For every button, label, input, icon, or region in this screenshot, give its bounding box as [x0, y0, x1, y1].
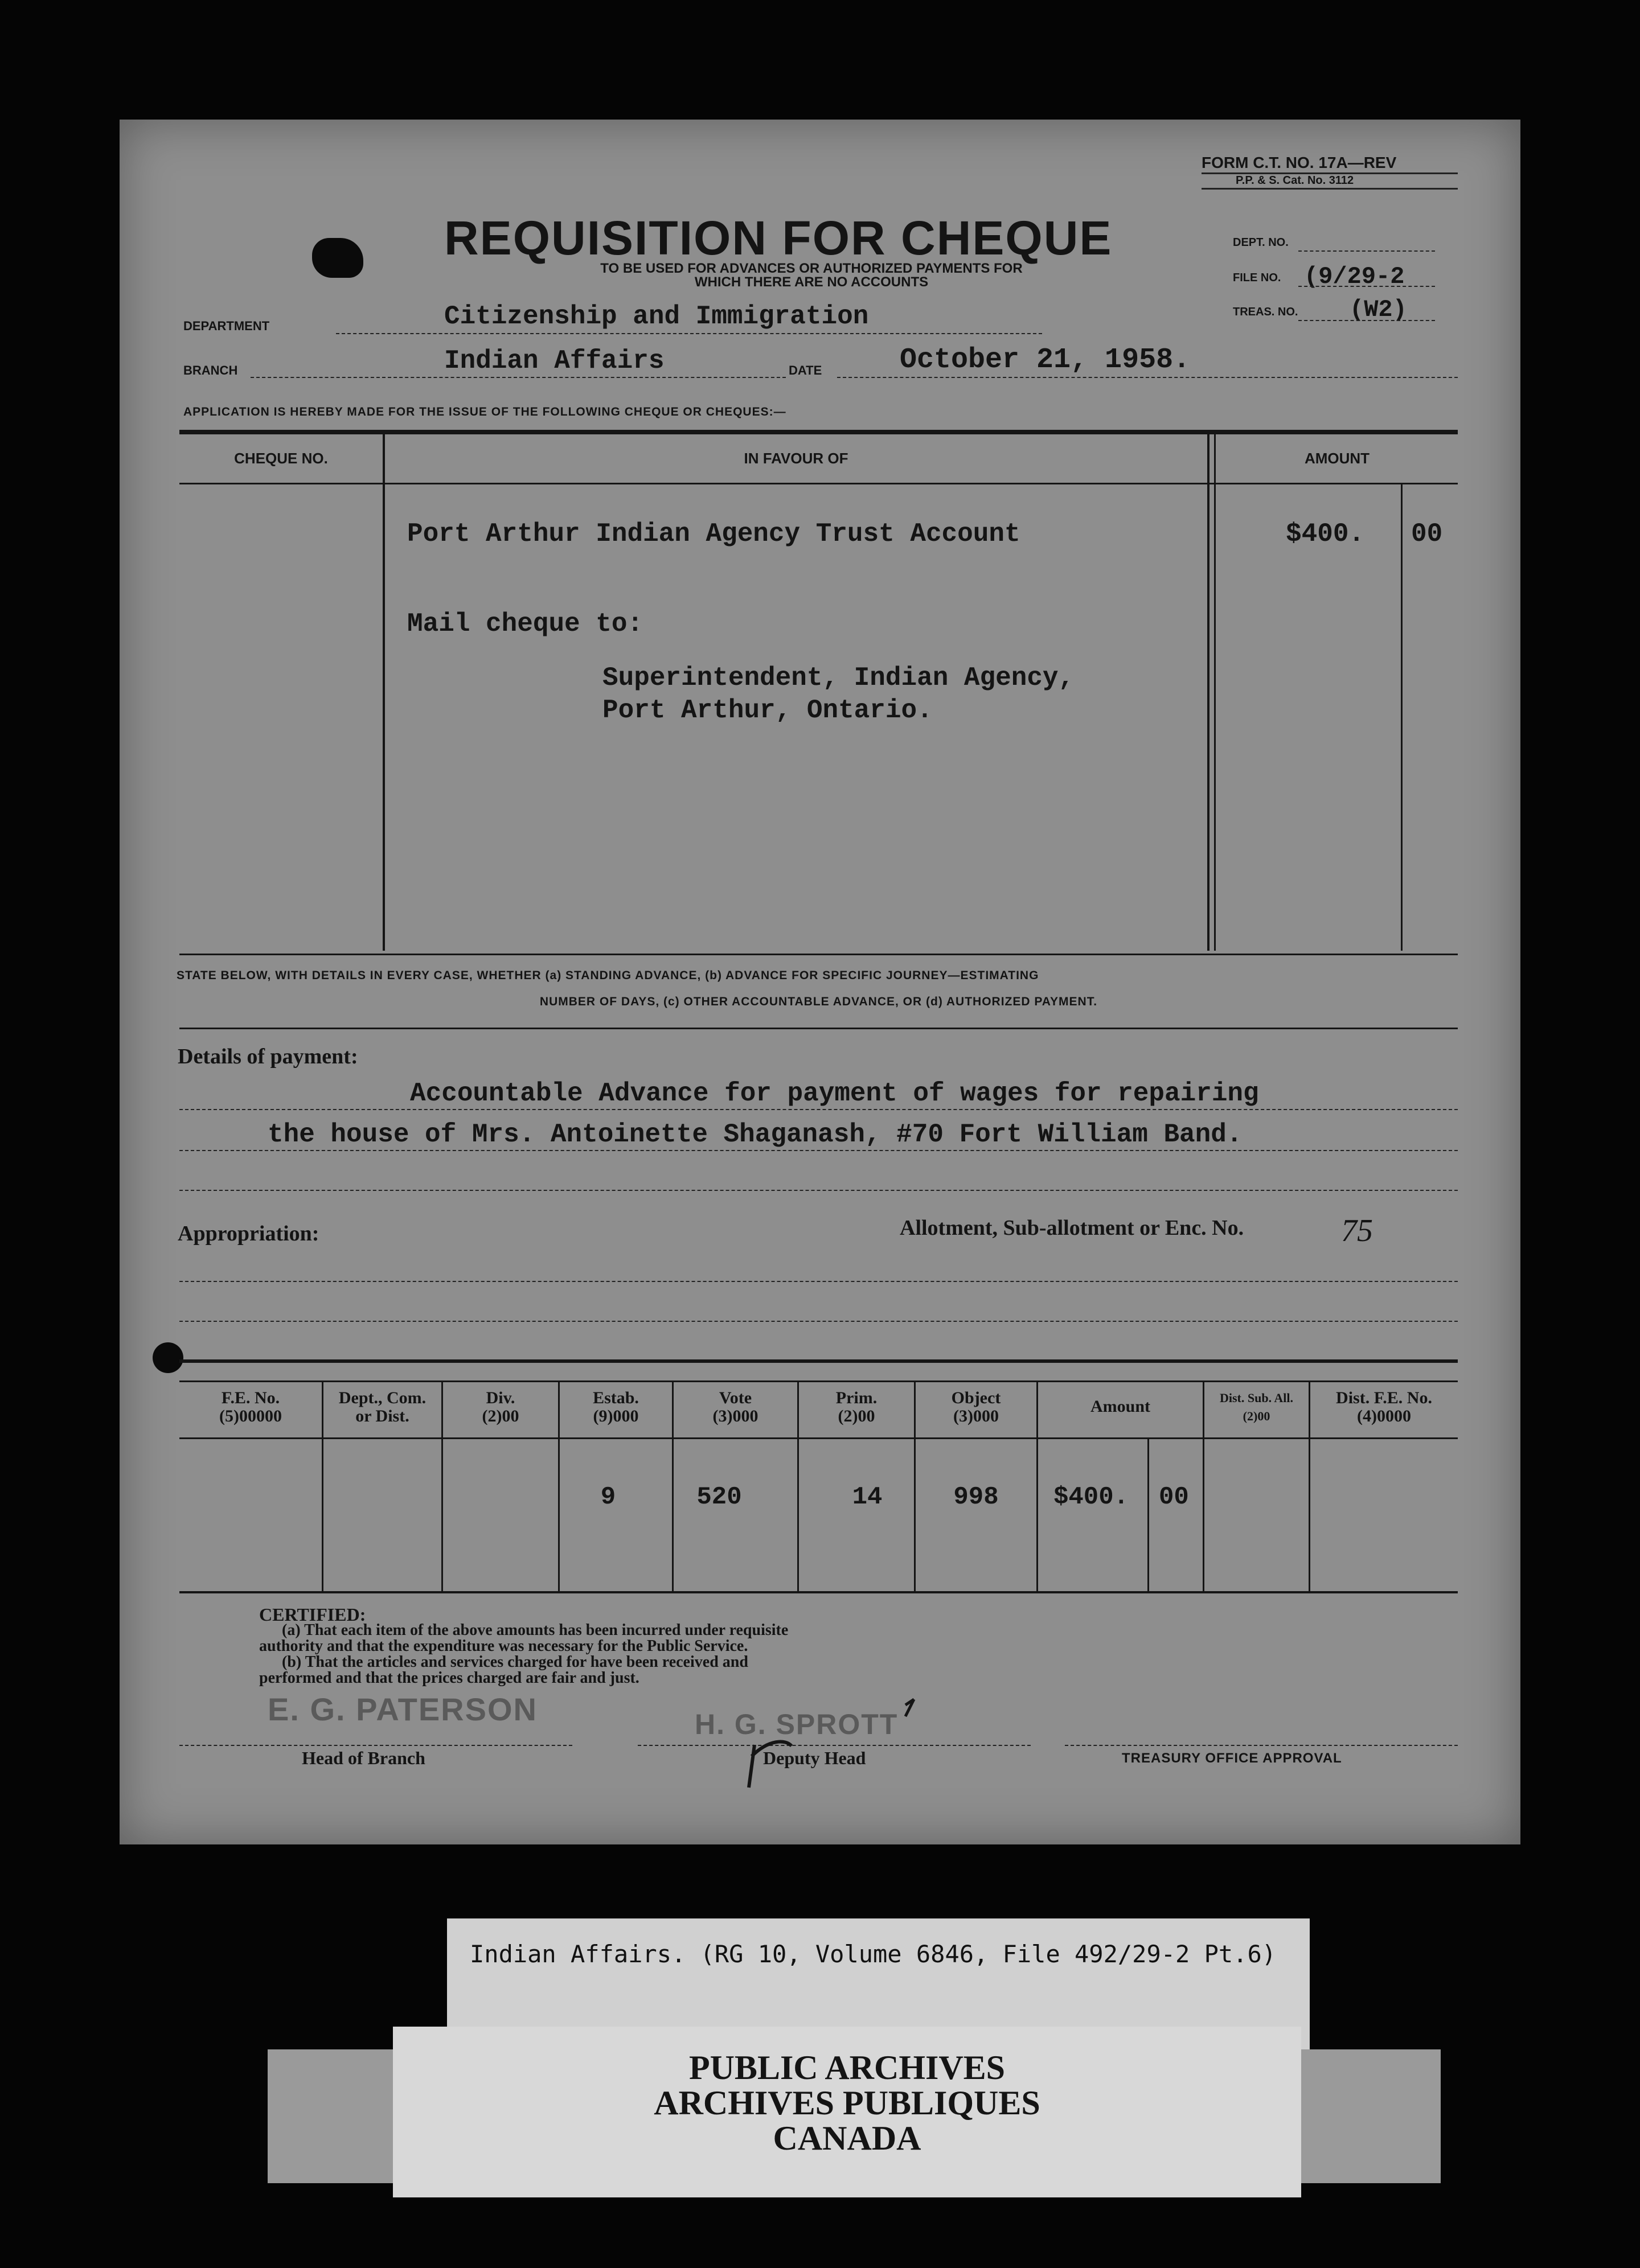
- application-text: APPLICATION IS HEREBY MADE FOR THE ISSUE OF THE FOLLOWING CHEQUE OR CHEQUES:—: [183, 405, 786, 418]
- col-vote: Vote (3)000: [712, 1388, 758, 1425]
- col-fe-no: F.E. No. (5)00000: [219, 1388, 282, 1425]
- col-prim: Prim. (2)00: [835, 1388, 878, 1425]
- address-line-1: Superintendent, Indian Agency,: [602, 663, 1075, 693]
- deputy-head-stamp: H. G. SPROTT: [695, 1708, 899, 1740]
- form-title: REQUISITION FOR CHEQUE: [444, 211, 1113, 265]
- estab-value: 9: [600, 1483, 616, 1511]
- cheque-amount-dollars: $400.: [1286, 519, 1365, 549]
- prim-value: 14: [852, 1483, 883, 1511]
- col-dist-fe-no: Dist. F.E. No. (4)0000: [1336, 1388, 1432, 1425]
- col-amount: Amount: [1090, 1397, 1150, 1416]
- archive-line-1: PUBLIC ARCHIVES: [688, 2049, 1006, 2086]
- treas-no-value: (W2): [1350, 296, 1407, 323]
- vote-value: 520: [696, 1483, 742, 1511]
- payee-name: Port Arthur Indian Agency Trust Account: [407, 519, 1020, 549]
- appropriation-label: Appropriation:: [178, 1222, 319, 1246]
- file-no-label: FILE NO.: [1233, 272, 1281, 284]
- cheque-amount-cents: 00: [1411, 519, 1443, 549]
- details-line-2: the house of Mrs. Antoinette Shaganash, #70 Fort William Band.: [268, 1120, 1243, 1149]
- file-no-value: (9/29-2: [1304, 263, 1405, 290]
- branch-value: Indian Affairs: [444, 346, 665, 376]
- col-div: Div. (2)00: [482, 1388, 519, 1425]
- header-amount: AMOUNT: [1304, 450, 1370, 467]
- certified-b-2: performed and that the prices charged are fair and just.: [259, 1669, 639, 1687]
- certified-heading: CERTIFIED:: [259, 1604, 366, 1625]
- ink-blot: [153, 1342, 183, 1373]
- certified-a-1: (a) That each item of the above amounts has been incurred under requisite: [282, 1621, 789, 1639]
- archive-line-3: CANADA: [773, 2119, 921, 2157]
- form-catalog: P.P. & S. Cat. No. 3112: [1236, 174, 1354, 187]
- instructions-line-2: NUMBER OF DAYS, (c) OTHER ACCOUNTABLE ADVANCE, OR (d) AUTHORIZED PAYMENT.: [539, 995, 1098, 1008]
- allotment-label: Allotment, Sub-allotment or Enc. No.: [900, 1216, 1244, 1240]
- deputy-signature: [718, 1694, 945, 1807]
- instructions-line-1: STATE BELOW, WITH DETAILS IN EVERY CASE, WHETHER (a) STANDING ADVANCE, (b) ADVANCE FOR SPECIFIC JOURNEY—ESTIMATING: [177, 969, 1039, 982]
- punch-hole: [312, 238, 363, 278]
- col-dept: Dept., Com. or Dist.: [338, 1388, 427, 1425]
- col-object: Object (3)000: [951, 1388, 1001, 1425]
- head-of-branch-label: Head of Branch: [302, 1748, 425, 1768]
- archive-line-2: ARCHIVES PUBLIQUES: [654, 2084, 1040, 2122]
- details-label: Details of payment:: [178, 1045, 358, 1069]
- treasury-approval-label: TREASURY OFFICE APPROVAL: [1122, 1751, 1342, 1766]
- branch-label: BRANCH: [183, 363, 238, 377]
- col-estab: Estab. (9)000: [593, 1388, 639, 1425]
- form-number: FORM C.T. NO. 17A—REV: [1202, 154, 1397, 171]
- certified-b-1: (b) That the articles and services charged for have been received and: [282, 1653, 748, 1671]
- date-label: DATE: [789, 363, 822, 377]
- dept-no-label: DEPT. NO.: [1233, 236, 1289, 249]
- certified-a-2: authority and that the expenditure was necessary for the Public Service.: [259, 1637, 748, 1655]
- archive-reference: Indian Affairs. (RG 10, Volume 6846, File 492/29-2 Pt.6): [470, 1940, 1277, 1968]
- department-value: Citizenship and Immigration: [444, 302, 869, 331]
- head-of-branch-stamp: E. G. PATERSON: [268, 1691, 538, 1727]
- form-subtitle-2: WHICH THERE ARE NO ACCOUNTS: [694, 274, 929, 290]
- object-value: 998: [953, 1483, 999, 1511]
- form-subtitle-1: TO BE USED FOR ADVANCES OR AUTHORIZED PAYMENTS FOR: [600, 261, 1023, 276]
- coding-amount-cents: 00: [1159, 1483, 1189, 1511]
- allotment-value: 75: [1341, 1213, 1373, 1248]
- header-in-favour-of: IN FAVOUR OF: [744, 450, 848, 467]
- details-line-1: Accountable Advance for payment of wages for repairing: [410, 1079, 1259, 1108]
- coding-amount-dollars: $400.: [1053, 1483, 1129, 1511]
- col-dist-sub-all: Dist. Sub. All. (2)00: [1220, 1391, 1293, 1423]
- treas-no-label: TREAS. NO.: [1233, 306, 1298, 318]
- address-line-2: Port Arthur, Ontario.: [602, 696, 933, 725]
- deputy-head-label: Deputy Head: [763, 1748, 866, 1768]
- header-cheque-no: CHEQUE NO.: [234, 450, 328, 467]
- department-label: DEPARTMENT: [183, 319, 270, 333]
- mail-cheque-label: Mail cheque to:: [407, 609, 643, 639]
- date-value: October 21, 1958.: [900, 344, 1191, 376]
